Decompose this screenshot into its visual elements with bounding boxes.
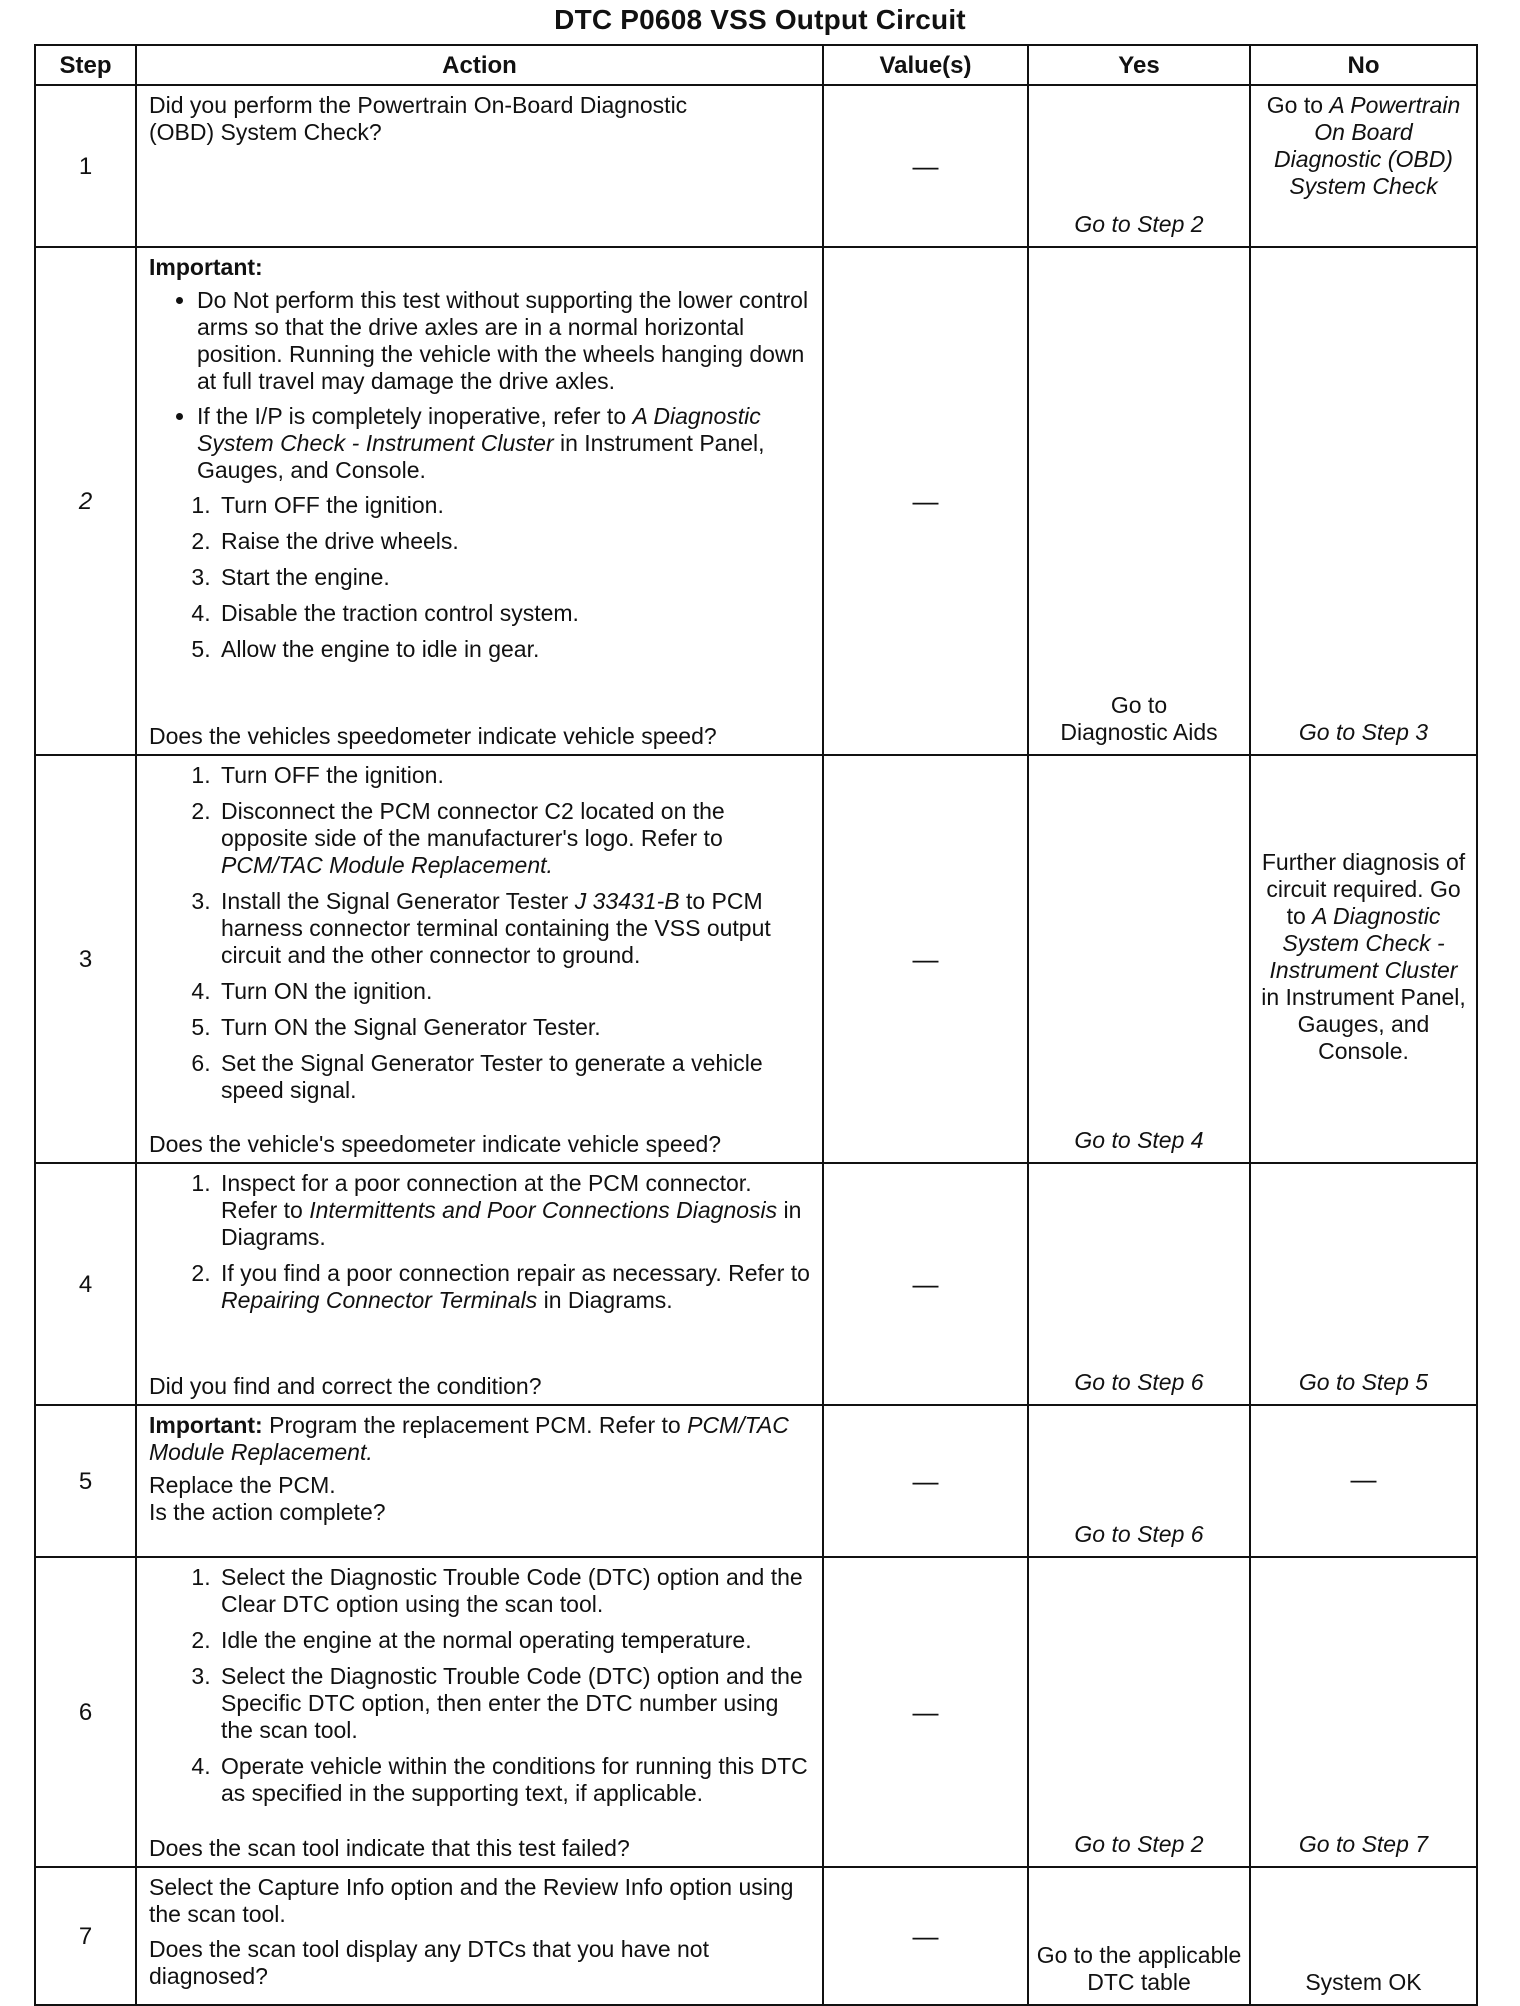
no-link[interactable]: Go to Step 7: [1298, 1831, 1429, 1857]
procedure-steps: [149, 762, 814, 1104]
list-item: 1. Select the Diagnostic Trouble Code (DTC) option and the Clear DTC option using the scan tool.: [217, 1564, 814, 1618]
step-number: 4: [35, 1163, 136, 1405]
yes-cell: [1028, 1557, 1250, 1867]
action-cell: [136, 1405, 823, 1557]
action-cell: [136, 1867, 823, 2005]
action-cell: [136, 1163, 823, 1405]
step-number: 6: [35, 1557, 136, 1867]
no-cell: [1250, 85, 1477, 247]
yes-link[interactable]: Diagnostic Aids: [1060, 719, 1218, 745]
step-text: in Diagrams.: [537, 1287, 673, 1313]
no-cell: [1250, 755, 1477, 1163]
header-step: Step: [35, 45, 136, 85]
table-row: [35, 1557, 1477, 1867]
header-yes: Yes: [1028, 45, 1250, 85]
value-cell: —: [823, 85, 1028, 247]
step-number: 7: [35, 1867, 136, 2005]
step-text: Inspect for a poor connection at the PCM connector. Refer to: [221, 1170, 752, 1223]
no-cell: [1250, 1557, 1477, 1867]
yes-cell: [1028, 1163, 1250, 1405]
question-text: Is the action complete?: [149, 1499, 386, 1525]
step-number: 5: [35, 1405, 136, 1557]
note-link[interactable]: PCM/TAC Module Replacement.: [149, 1412, 789, 1465]
page-title: DTC P0608 VSS Output Circuit: [554, 4, 966, 35]
list-item: 2. Raise the drive wheels.: [217, 528, 814, 555]
action-text: (OBD) System Check?: [149, 119, 382, 145]
bullet-text: in Instrument Panel, Gauges, and Console.: [197, 430, 765, 483]
table-row: [35, 85, 1477, 247]
step-text: Disconnect the PCM connector C2 located on the opposite side of the manufacturer's logo. Refer to: [221, 798, 725, 851]
no-link[interactable]: Go to Step 3: [1298, 719, 1429, 745]
list-item: 3. Select the Diagnostic Trouble Code (DTC) option and the Specific DTC option, then enter the DTC number using the scan tool.: [217, 1663, 814, 1744]
step-number: 3: [35, 755, 136, 1163]
header-action: Action: [136, 45, 823, 85]
question-text: Does the scan tool display any DTCs that you have not diagnosed?: [149, 1936, 709, 1989]
list-item: 4. Turn ON the ignition.: [217, 978, 814, 1005]
question-text: Does the scan tool indicate that this test failed?: [149, 1835, 630, 1861]
bullet-link[interactable]: A Diagnostic System Check - Instrument Cluster: [197, 403, 761, 456]
value-cell: —: [823, 755, 1028, 1163]
list-item: [217, 798, 814, 879]
value-cell: —: [823, 1557, 1028, 1867]
question-text: Did you find and correct the condition?: [149, 1373, 542, 1399]
note-text: Program the replacement PCM. Refer to: [262, 1412, 688, 1438]
list-item: 6. Set the Signal Generator Tester to generate a vehicle speed signal.: [217, 1050, 814, 1104]
action-text: Replace the PCM.: [149, 1472, 336, 1498]
list-item: 4. Disable the traction control system.: [217, 600, 814, 627]
yes-link[interactable]: Go to Step 6: [1074, 1369, 1204, 1395]
table-row: [35, 1867, 1477, 2005]
list-item: 1. Turn OFF the ignition.: [217, 762, 814, 789]
no-cell: —: [1250, 1405, 1477, 1557]
step-text: to PCM harness connector terminal containing the VSS output circuit and the other connector to ground.: [221, 888, 771, 968]
table-row: [35, 755, 1477, 1163]
header-row: [35, 45, 1477, 85]
table-row: [35, 1405, 1477, 1557]
action-cell: [136, 755, 823, 1163]
no-text: in Instrument Panel, Gauges, and Console.: [1261, 984, 1466, 1064]
procedure-steps: [149, 492, 814, 663]
step-link[interactable]: Intermittents and Poor Connections Diagnosis: [309, 1197, 778, 1223]
question-text: Does the vehicle's speedometer indicate vehicle speed?: [149, 1131, 722, 1157]
yes-link[interactable]: Go to the applicable DTC table: [1036, 1942, 1242, 1995]
important-bullets: [149, 287, 814, 484]
action-cell: [136, 1557, 823, 1867]
step-number: 2: [35, 247, 136, 755]
table-row: [35, 247, 1477, 755]
value-cell: —: [823, 1867, 1028, 2005]
step-text: If you find a poor connection repair as necessary. Refer to: [221, 1260, 810, 1286]
list-item: [217, 888, 814, 969]
yes-cell: [1028, 1867, 1250, 2005]
tool-number: J 33431-B: [574, 888, 680, 914]
important-label: Important:: [149, 1412, 263, 1438]
list-item: 1. Turn OFF the ignition.: [217, 492, 814, 519]
no-text: Go to: [1266, 92, 1330, 118]
yes-cell: [1028, 1405, 1250, 1557]
list-item: [217, 1260, 814, 1314]
step-number: 1: [35, 85, 136, 247]
yes-link[interactable]: Go to Step 2: [1074, 1831, 1204, 1857]
list-item: 2. Idle the engine at the normal operating temperature.: [217, 1627, 814, 1654]
value-cell: —: [823, 1405, 1028, 1557]
bullet-text: If the I/P is completely inoperative, refer to: [197, 403, 633, 429]
action-cell: [136, 247, 823, 755]
bullet-item: • Do Not perform this test without supporting the lower control arms so that the drive axles are in a normal horizontal position. Running the vehicle with the wheels hanging down at full travel may damage the drive axles.: [197, 287, 814, 395]
procedure-steps: [149, 1564, 814, 1807]
table-row: [35, 1163, 1477, 1405]
yes-cell[interactable]: [1028, 247, 1250, 755]
important-label: Important:: [149, 254, 263, 280]
step-text: in Diagrams.: [221, 1197, 802, 1250]
list-item: 5. Allow the engine to idle in gear.: [217, 636, 814, 663]
yes-link[interactable]: Go to Step 2: [1074, 211, 1204, 237]
step-link[interactable]: Repairing Connector Terminals: [221, 1287, 538, 1313]
action-text: Did you perform the Powertrain On-Board Diagnostic: [149, 92, 688, 118]
list-item: 5. Turn ON the Signal Generator Tester.: [217, 1014, 814, 1041]
no-cell: [1250, 1163, 1477, 1405]
no-link[interactable]: Go to Step 5: [1298, 1369, 1429, 1395]
list-item: 3. Start the engine.: [217, 564, 814, 591]
yes-link[interactable]: Go to Step 4: [1074, 1127, 1204, 1153]
yes-cell: [1028, 85, 1250, 247]
list-item: 4. Operate vehicle within the conditions for running this DTC as specified in the supporting text, if applicable.: [217, 1753, 814, 1807]
procedure-steps: [149, 1170, 814, 1314]
yes-cell: [1028, 755, 1250, 1163]
header-no: No: [1250, 45, 1477, 85]
value-cell: —: [823, 1163, 1028, 1405]
bullet-item: [197, 403, 814, 484]
step-text: Install the Signal Generator Tester: [221, 888, 575, 914]
no-text: Further diagnosis of circuit required. Go to: [1261, 849, 1466, 929]
no-cell: [1250, 247, 1477, 755]
yes-text: Go to: [1110, 692, 1168, 718]
step-link[interactable]: PCM/TAC Module Replacement.: [221, 852, 553, 878]
dtc-table: [34, 44, 1478, 2006]
no-link[interactable]: A Diagnostic System Check - Instrument Cluster: [1269, 903, 1458, 983]
no-link[interactable]: A Powertrain On Board Diagnostic (OBD) System Check: [1274, 92, 1461, 199]
header-value: Value(s): [823, 45, 1028, 85]
action-text: Select the Capture Info option and the Review Info option using the scan tool.: [149, 1874, 794, 1927]
yes-link[interactable]: Go to Step 6: [1074, 1521, 1204, 1547]
question-text: Does the vehicles speedometer indicate vehicle speed?: [149, 723, 717, 749]
list-item: [217, 1170, 814, 1251]
action-cell: [136, 85, 823, 247]
no-cell: System OK: [1250, 1867, 1477, 2005]
value-cell: —: [823, 247, 1028, 755]
important-note: [149, 1412, 814, 1466]
